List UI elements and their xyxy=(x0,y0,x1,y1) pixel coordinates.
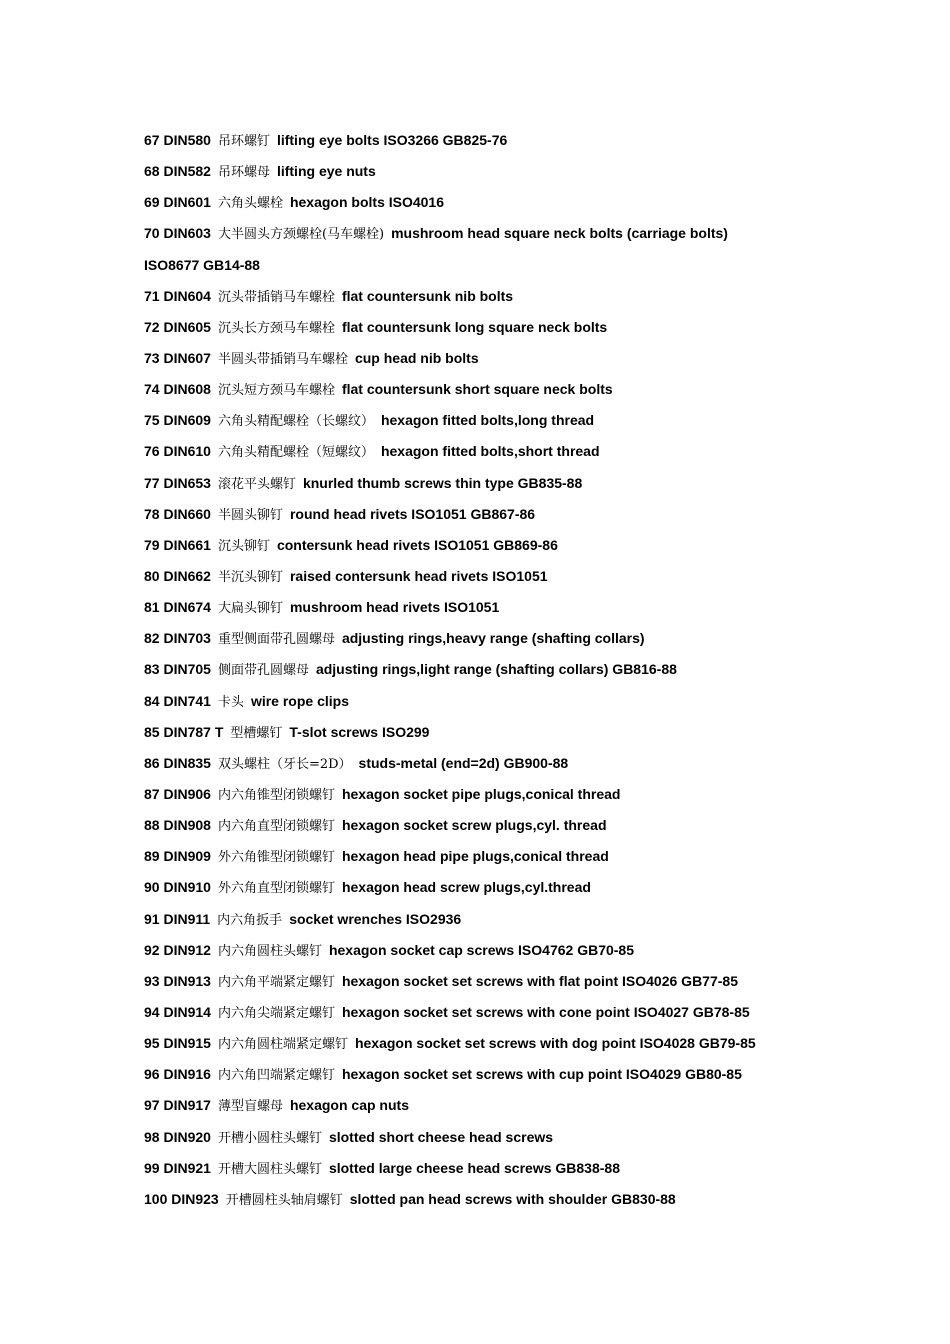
item-number: 91 DIN911 xyxy=(144,910,211,927)
item-number: 82 DIN703 xyxy=(144,630,211,647)
item-chinese-name: 半圆头铆钉 xyxy=(217,507,283,523)
item-chinese-name: 侧面带孔圆螺母 xyxy=(217,663,309,679)
list-item xyxy=(144,1064,904,1095)
list-item xyxy=(144,192,904,223)
item-number: 87 DIN906 xyxy=(144,785,211,802)
item-chinese-name: 双头螺柱（牙长=2D） xyxy=(217,756,352,772)
item-chinese-name: 外六角直型闭锁螺钉 xyxy=(217,881,335,897)
item-english-name: hexagon head pipe plugs,conical thread xyxy=(341,848,609,865)
item-number: 74 DIN608 xyxy=(144,381,211,398)
item-number: 68 DIN582 xyxy=(144,163,211,180)
list-item xyxy=(144,1095,904,1126)
list-item xyxy=(144,597,904,628)
item-english-name: adjusting rings,light range (shafting collars) GB816-88 xyxy=(315,661,677,678)
list-item xyxy=(144,130,904,161)
item-chinese-name: 开槽圆柱头轴肩螺钉 xyxy=(225,1192,343,1208)
item-english-name: hexagon socket pipe plugs,conical thread xyxy=(341,785,621,802)
item-number: 79 DIN661 xyxy=(144,536,211,553)
item-chinese-name: 吊环螺母 xyxy=(217,165,270,181)
item-english-name: hexagon bolts ISO4016 xyxy=(289,194,445,211)
list-item-continuation xyxy=(144,255,904,286)
item-chinese-name: 开槽小圆柱头螺钉 xyxy=(217,1130,322,1146)
item-english-name: knurled thumb screws thin type GB835-88 xyxy=(302,474,583,491)
item-number: 89 DIN909 xyxy=(144,848,211,865)
item-number: 94 DIN914 xyxy=(144,1003,211,1020)
item-chinese-name: 内六角平端紧定螺钉 xyxy=(217,974,335,990)
item-number: 81 DIN674 xyxy=(144,599,211,616)
item-english-name: hexagon socket set screws with dog point ISO4028 GB79-85 xyxy=(354,1035,756,1052)
item-number: 70 DIN603 xyxy=(144,225,211,242)
item-number: 76 DIN610 xyxy=(144,443,211,460)
item-english-name: round head rivets ISO1051 GB867-86 xyxy=(289,505,536,522)
item-number: 97 DIN917 xyxy=(144,1097,211,1114)
item-english-name: hexagon cap nuts xyxy=(289,1097,409,1114)
item-number: 86 DIN835 xyxy=(144,754,211,771)
item-number: 98 DIN920 xyxy=(144,1128,211,1145)
list-item xyxy=(144,1002,904,1033)
item-chinese-name: 大扁头铆钉 xyxy=(217,601,283,617)
list-item xyxy=(144,473,904,504)
item-chinese-name: 重型侧面带孔圆螺母 xyxy=(217,632,335,648)
item-english-name: T-slot screws ISO299 xyxy=(289,723,430,740)
item-chinese-name: 半圆头带插销马车螺栓 xyxy=(217,351,348,367)
item-chinese-name: 六角头精配螺栓（长螺纹） xyxy=(217,414,374,430)
item-english-name: flat countersunk short square neck bolts xyxy=(341,381,613,398)
list-item xyxy=(144,504,904,535)
list-item xyxy=(144,566,904,597)
item-chinese-name: 半沉头铆钉 xyxy=(217,569,283,585)
list-item xyxy=(144,223,904,254)
item-number: 72 DIN605 xyxy=(144,318,211,335)
item-number: 80 DIN662 xyxy=(144,567,211,584)
item-english-name: slotted large cheese head screws GB838-88 xyxy=(328,1159,620,1176)
list-item xyxy=(144,441,904,472)
list-item xyxy=(144,971,904,1002)
list-item xyxy=(144,1033,904,1064)
list-item xyxy=(144,659,904,690)
item-number: 90 DIN910 xyxy=(144,879,211,896)
item-number: 77 DIN653 xyxy=(144,474,211,491)
item-number: 75 DIN609 xyxy=(144,412,211,429)
item-chinese-name: 内六角扳手 xyxy=(217,912,283,928)
item-number: 85 DIN787 T xyxy=(144,723,224,740)
item-chinese-name: 内六角圆柱头螺钉 xyxy=(217,943,322,959)
list-item xyxy=(144,753,904,784)
item-english-name: socket wrenches ISO2936 xyxy=(289,910,462,927)
item-english-name: cup head nib bolts xyxy=(354,349,479,366)
item-chinese-name: 沉头铆钉 xyxy=(217,538,270,554)
list-item xyxy=(144,846,904,877)
item-chinese-name: 沉头长方颈马车螺栓 xyxy=(217,320,335,336)
item-number: 67 DIN580 xyxy=(144,132,211,148)
list-item xyxy=(144,161,904,192)
list-item xyxy=(144,410,904,441)
item-chinese-name: 外六角锥型闭锁螺钉 xyxy=(217,850,335,866)
item-number: 84 DIN741 xyxy=(144,692,211,709)
list-item xyxy=(144,286,904,317)
item-number: 100 DIN923 xyxy=(144,1190,219,1207)
fastener-list xyxy=(144,130,904,1220)
item-chinese-name: 薄型盲螺母 xyxy=(217,1099,283,1115)
item-english-name: hexagon socket cap screws ISO4762 GB70-85 xyxy=(328,941,634,958)
item-english-name: lifting eye bolts ISO3266 GB825-76 xyxy=(276,132,508,148)
item-number: 69 DIN601 xyxy=(144,194,211,211)
item-number: 96 DIN916 xyxy=(144,1066,211,1083)
item-english-name: flat countersunk long square neck bolts xyxy=(341,318,608,335)
item-chinese-name: 沉头短方颈马车螺栓 xyxy=(217,383,335,399)
item-english-name: hexagon fitted bolts,short thread xyxy=(380,443,600,460)
item-chinese-name: 大半圆头方颈螺栓(马车螺栓) xyxy=(217,227,385,243)
item-english-name: hexagon socket set screws with cone point ISO4027 GB78-85 xyxy=(341,1003,750,1020)
item-chinese-name: 内六角直型闭锁螺钉 xyxy=(217,819,335,835)
item-number: 88 DIN908 xyxy=(144,817,211,834)
item-number: ISO8677 GB14-88 xyxy=(144,256,260,273)
item-number: 83 DIN705 xyxy=(144,661,211,678)
list-item xyxy=(144,691,904,722)
item-number: 71 DIN604 xyxy=(144,287,211,304)
item-chinese-name: 内六角凹端紧定螺钉 xyxy=(217,1068,335,1084)
item-number: 95 DIN915 xyxy=(144,1035,211,1052)
item-english-name: wire rope clips xyxy=(250,692,349,709)
item-english-name: hexagon fitted bolts,long thread xyxy=(380,412,595,429)
list-item xyxy=(144,909,904,940)
item-chinese-name: 吊环螺钉 xyxy=(217,134,270,149)
item-english-name: contersunk head rivets ISO1051 GB869-86 xyxy=(276,536,558,553)
item-number: 92 DIN912 xyxy=(144,941,211,958)
list-item xyxy=(144,940,904,971)
item-chinese-name: 六角头精配螺栓（短螺纹） xyxy=(217,445,374,461)
item-english-name: studs-metal (end=2d) GB900-88 xyxy=(358,754,569,771)
item-english-name: hexagon socket set screws with cup point ISO4029 GB80-85 xyxy=(341,1066,742,1083)
list-item xyxy=(144,1158,904,1189)
item-number: 93 DIN913 xyxy=(144,972,211,989)
item-number: 78 DIN660 xyxy=(144,505,211,522)
list-item xyxy=(144,877,904,908)
item-chinese-name: 沉头带插销马车螺栓 xyxy=(217,289,335,305)
item-chinese-name: 滚花平头螺钉 xyxy=(217,476,296,492)
item-chinese-name: 内六角尖端紧定螺钉 xyxy=(217,1005,335,1021)
item-number: 73 DIN607 xyxy=(144,349,211,366)
list-item xyxy=(144,379,904,410)
list-item xyxy=(144,1189,904,1220)
item-english-name: hexagon socket screw plugs,cyl. thread xyxy=(341,817,607,834)
item-chinese-name: 内六角锥型闭锁螺钉 xyxy=(217,787,335,803)
item-chinese-name: 卡头 xyxy=(217,694,244,710)
item-english-name: hexagon socket set screws with flat point ISO4026 GB77-85 xyxy=(341,972,738,989)
item-english-name: hexagon head screw plugs,cyl.thread xyxy=(341,879,591,896)
item-number: 99 DIN921 xyxy=(144,1159,211,1176)
list-item xyxy=(144,784,904,815)
item-english-name: slotted short cheese head screws xyxy=(328,1128,554,1145)
item-english-name: mushroom head rivets ISO1051 xyxy=(289,599,500,616)
item-english-name: raised contersunk head rivets ISO1051 xyxy=(289,567,548,584)
item-english-name: lifting eye nuts xyxy=(276,163,376,180)
item-english-name: mushroom head square neck bolts (carriage bolts) xyxy=(391,225,728,242)
list-item xyxy=(144,317,904,348)
list-item xyxy=(144,535,904,566)
list-item xyxy=(144,815,904,846)
item-english-name: slotted pan head screws with shoulder GB830-88 xyxy=(349,1190,676,1207)
item-chinese-name: 六角头螺栓 xyxy=(217,196,283,212)
item-chinese-name: 开槽大圆柱头螺钉 xyxy=(217,1161,322,1177)
item-english-name: flat countersunk nib bolts xyxy=(341,287,514,304)
list-item xyxy=(144,348,904,379)
list-item xyxy=(144,1127,904,1158)
list-item xyxy=(144,628,904,659)
item-english-name: adjusting rings,heavy range (shafting collars) xyxy=(341,630,645,647)
list-item xyxy=(144,722,904,753)
item-chinese-name: 内六角圆柱端紧定螺钉 xyxy=(217,1037,348,1053)
item-chinese-name: 型槽螺钉 xyxy=(230,725,283,741)
